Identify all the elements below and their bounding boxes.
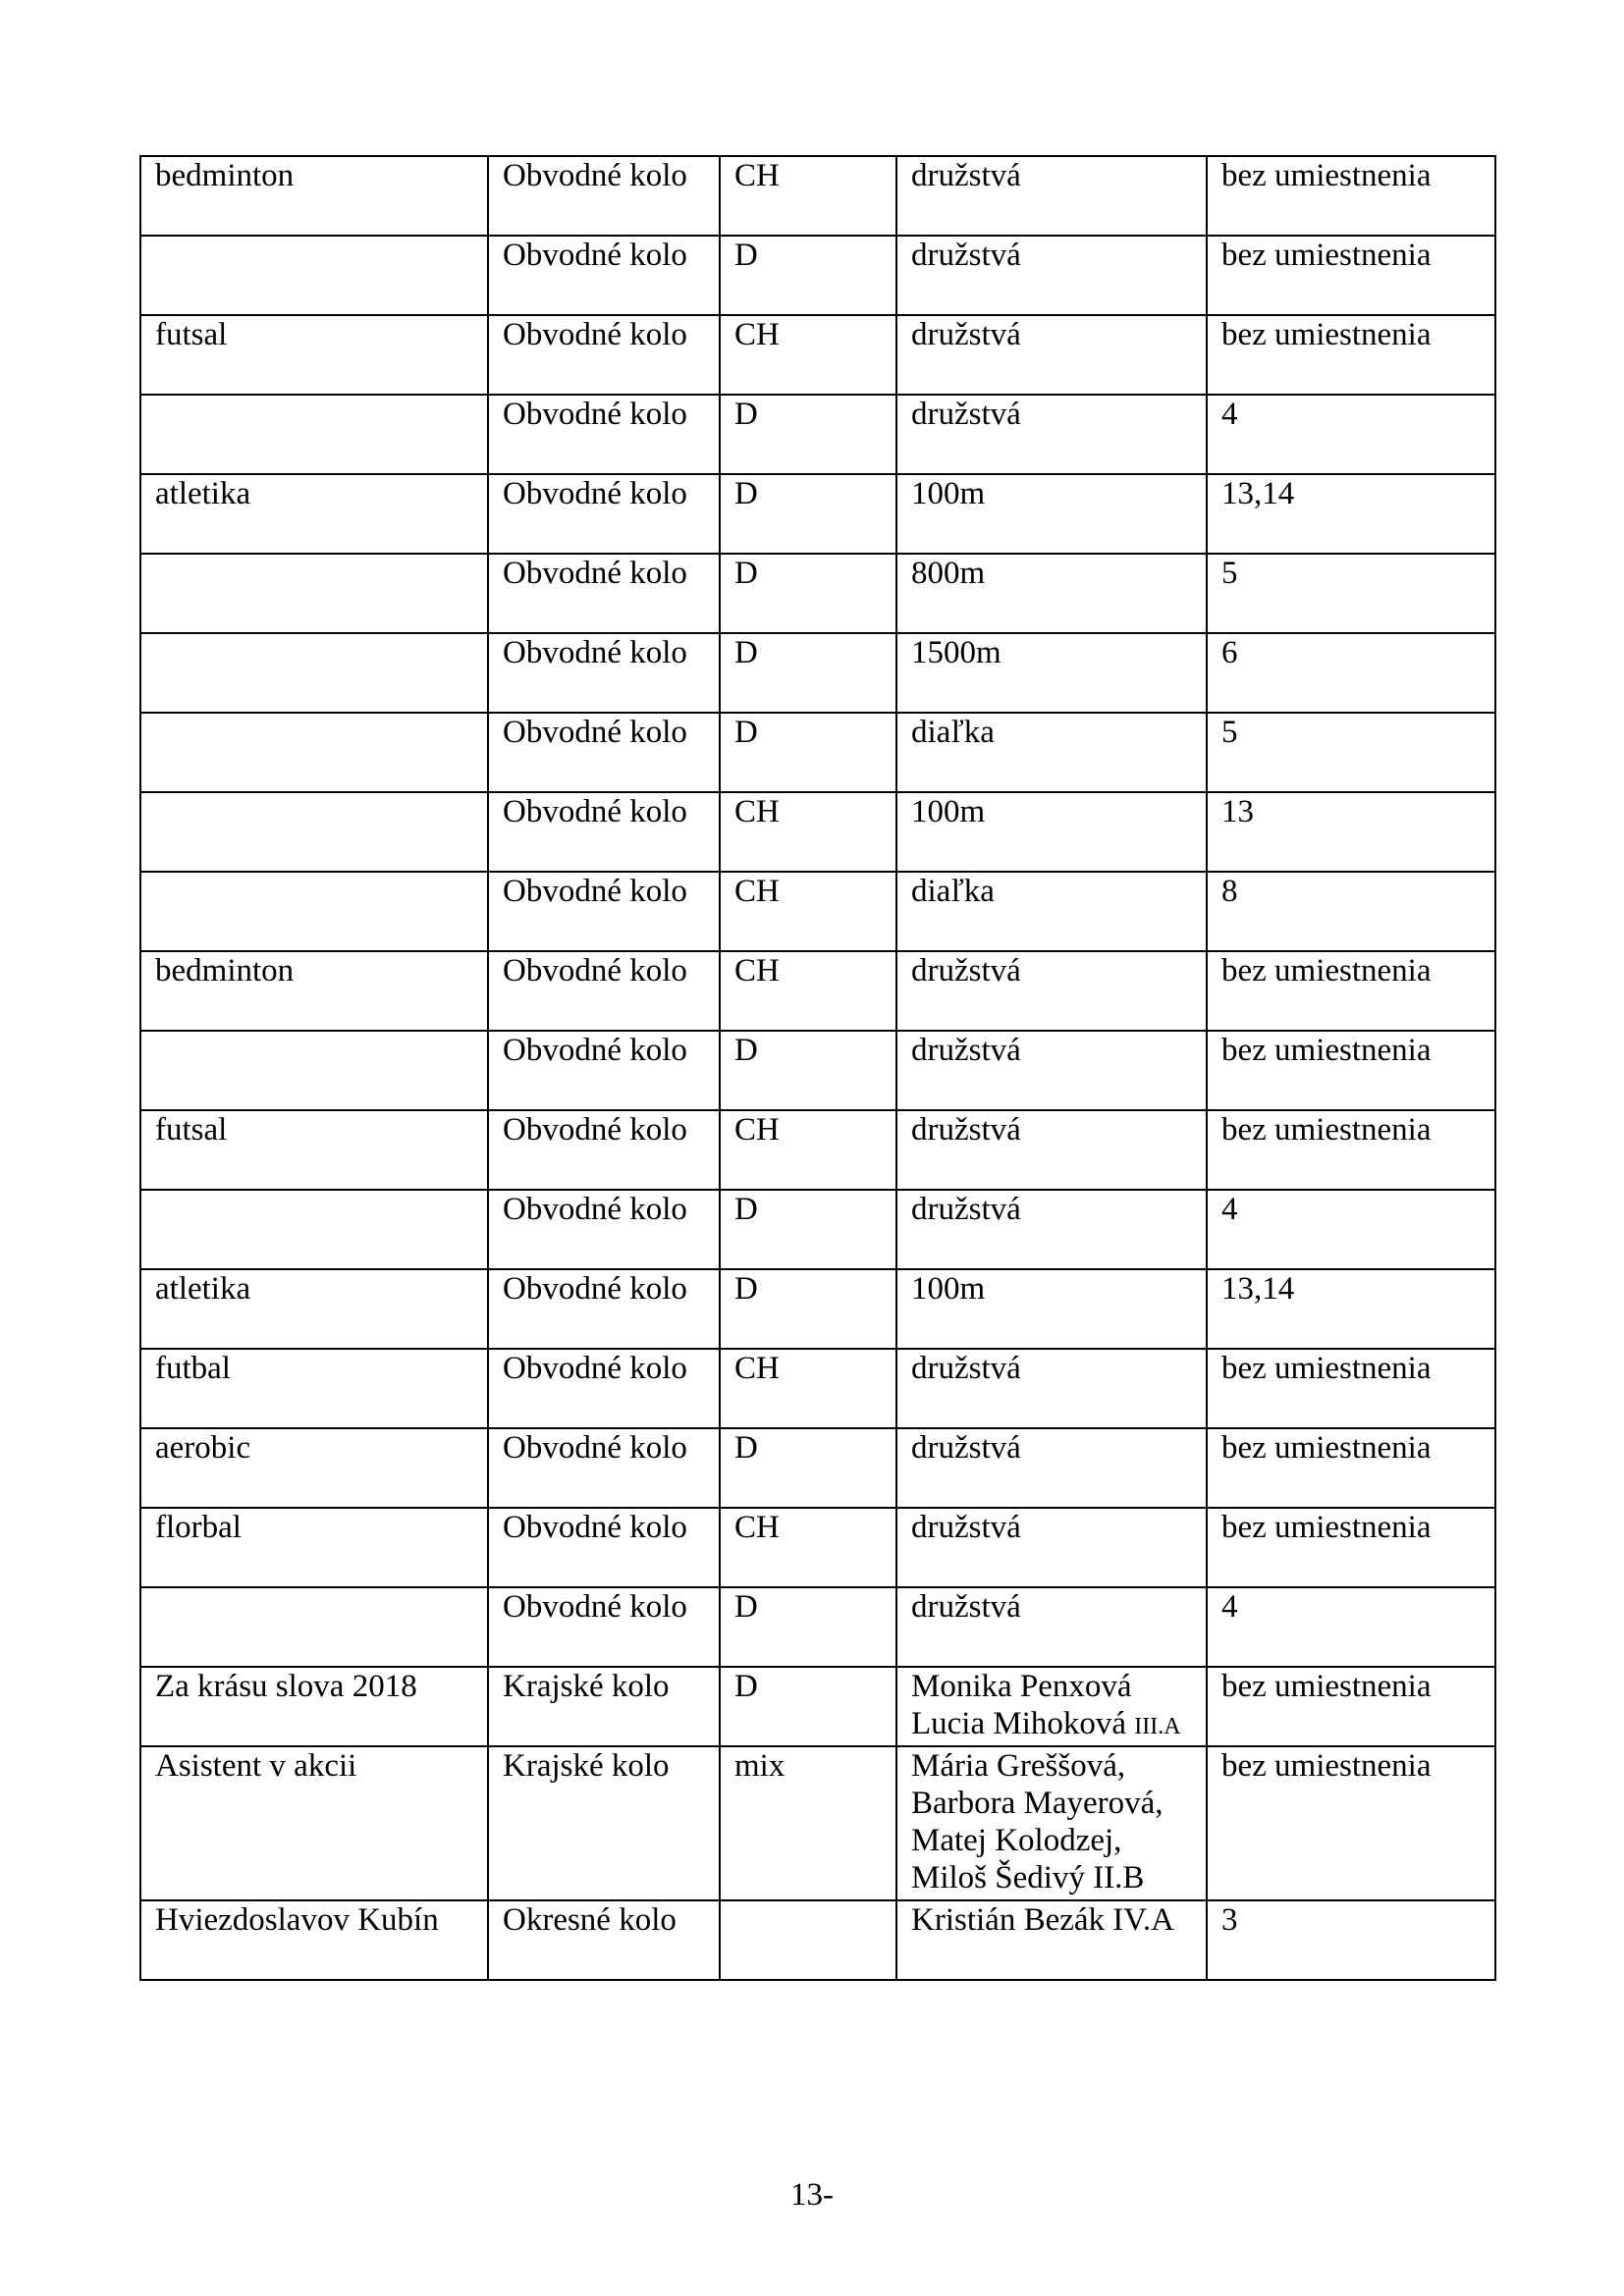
- round-cell: Obvodné kolo: [488, 633, 720, 713]
- category-cell: mix: [720, 1746, 896, 1900]
- participants-cell: [896, 1746, 1207, 1900]
- category-cell: D: [720, 1269, 896, 1349]
- discipline-cell: družstvá: [896, 951, 1207, 1031]
- round-cell: Obvodné kolo: [488, 156, 720, 236]
- category-cell: D: [720, 713, 896, 792]
- participants-cell: [896, 1667, 1207, 1746]
- category-cell: CH: [720, 1349, 896, 1428]
- sport-cell: [140, 872, 488, 951]
- table-body: [140, 156, 1495, 1980]
- sport-cell: futsal: [140, 315, 488, 395]
- result-cell: bez umiestnenia: [1207, 951, 1495, 1031]
- category-cell: [720, 1900, 896, 1980]
- round-cell: Obvodné kolo: [488, 395, 720, 474]
- result-cell: bez umiestnenia: [1207, 236, 1495, 315]
- result-cell: bez umiestnenia: [1207, 1428, 1495, 1508]
- table-row: [140, 315, 1495, 395]
- table-row: [140, 1190, 1495, 1269]
- table-row: [140, 1110, 1495, 1190]
- result-cell: 13,14: [1207, 474, 1495, 554]
- result-cell: 3: [1207, 1900, 1495, 1980]
- round-cell: Obvodné kolo: [488, 1587, 720, 1667]
- table-row: [140, 1587, 1495, 1667]
- result-cell: bez umiestnenia: [1207, 315, 1495, 395]
- sport-cell: [140, 554, 488, 633]
- round-cell: Krajské kolo: [488, 1746, 720, 1900]
- discipline-cell: družstvá: [896, 1349, 1207, 1428]
- round-cell: Obvodné kolo: [488, 315, 720, 395]
- participant-class: III.A: [1134, 1714, 1181, 1739]
- sport-cell: [140, 1190, 488, 1269]
- participant-name: Barbora Mayerová,: [911, 1786, 1164, 1821]
- round-cell: Obvodné kolo: [488, 1110, 720, 1190]
- sport-cell: florbal: [140, 1508, 488, 1587]
- result-cell: 13: [1207, 792, 1495, 872]
- result-cell: bez umiestnenia: [1207, 1667, 1495, 1746]
- category-cell: D: [720, 1587, 896, 1667]
- table-row: [140, 474, 1495, 554]
- result-cell: bez umiestnenia: [1207, 1349, 1495, 1428]
- round-cell: Obvodné kolo: [488, 1269, 720, 1349]
- participant-name: Monika Penxová: [911, 1669, 1132, 1704]
- sport-cell: [140, 792, 488, 872]
- category-cell: CH: [720, 1508, 896, 1587]
- round-cell: Obvodné kolo: [488, 1428, 720, 1508]
- table-row: [140, 633, 1495, 713]
- result-cell: 13,14: [1207, 1269, 1495, 1349]
- result-cell: 4: [1207, 1190, 1495, 1269]
- discipline-cell: 100m: [896, 792, 1207, 872]
- discipline-cell: 1500m: [896, 633, 1207, 713]
- result-cell: bez umiestnenia: [1207, 156, 1495, 236]
- category-cell: D: [720, 633, 896, 713]
- sport-cell: [140, 395, 488, 474]
- discipline-cell: družstvá: [896, 1110, 1207, 1190]
- category-cell: CH: [720, 315, 896, 395]
- category-cell: D: [720, 236, 896, 315]
- category-cell: D: [720, 395, 896, 474]
- discipline-cell: diaľka: [896, 872, 1207, 951]
- participant-name: Lucia Mihoková: [911, 1706, 1127, 1741]
- round-cell: Obvodné kolo: [488, 474, 720, 554]
- result-cell: 4: [1207, 1587, 1495, 1667]
- table-row: [140, 713, 1495, 792]
- category-cell: CH: [720, 951, 896, 1031]
- round-cell: Okresné kolo: [488, 1900, 720, 1980]
- discipline-cell: družstvá: [896, 315, 1207, 395]
- discipline-cell: diaľka: [896, 713, 1207, 792]
- discipline-cell: družstvá: [896, 395, 1207, 474]
- participant-name: Miloš Šedivý II.B: [911, 1860, 1145, 1896]
- round-cell: Obvodné kolo: [488, 1031, 720, 1110]
- table-row: [140, 236, 1495, 315]
- round-cell: Obvodné kolo: [488, 951, 720, 1031]
- round-cell: Obvodné kolo: [488, 236, 720, 315]
- sport-cell: [140, 1587, 488, 1667]
- discipline-cell: družstvá: [896, 1428, 1207, 1508]
- table-row-asistent-v-akcii: [140, 1746, 1495, 1900]
- sport-cell: [140, 1031, 488, 1110]
- table-row: [140, 951, 1495, 1031]
- discipline-cell: družstvá: [896, 1508, 1207, 1587]
- round-cell: Obvodné kolo: [488, 792, 720, 872]
- round-cell: Krajské kolo: [488, 1667, 720, 1746]
- category-cell: D: [720, 1190, 896, 1269]
- participant-name: Mária Greššová,: [911, 1748, 1126, 1784]
- result-cell: bez umiestnenia: [1207, 1508, 1495, 1587]
- table-row: [140, 395, 1495, 474]
- sport-cell: bedminton: [140, 156, 488, 236]
- sport-cell: aerobic: [140, 1428, 488, 1508]
- table-row: [140, 872, 1495, 951]
- sport-cell: bedminton: [140, 951, 488, 1031]
- competition-cell: Hviezdoslavov Kubín: [140, 1900, 488, 1980]
- participant-cell: Kristián Bezák IV.A: [896, 1900, 1207, 1980]
- result-cell: bez umiestnenia: [1207, 1110, 1495, 1190]
- table-row: [140, 1508, 1495, 1587]
- table-row: [140, 1349, 1495, 1428]
- result-cell: bez umiestnenia: [1207, 1746, 1495, 1900]
- discipline-cell: družstvá: [896, 156, 1207, 236]
- result-cell: 5: [1207, 713, 1495, 792]
- table-row: [140, 554, 1495, 633]
- table-row: [140, 156, 1495, 236]
- discipline-cell: družstvá: [896, 236, 1207, 315]
- result-cell: 5: [1207, 554, 1495, 633]
- result-cell: 6: [1207, 633, 1495, 713]
- table-row: [140, 1031, 1495, 1110]
- discipline-cell: družstvá: [896, 1587, 1207, 1667]
- category-cell: D: [720, 474, 896, 554]
- sport-cell: futsal: [140, 1110, 488, 1190]
- category-cell: CH: [720, 1110, 896, 1190]
- category-cell: D: [720, 1667, 896, 1746]
- round-cell: Obvodné kolo: [488, 1508, 720, 1587]
- competition-cell: Asistent v akcii: [140, 1746, 488, 1900]
- sport-cell: atletika: [140, 474, 488, 554]
- result-cell: 8: [1207, 872, 1495, 951]
- category-cell: CH: [720, 872, 896, 951]
- discipline-cell: 800m: [896, 554, 1207, 633]
- sport-cell: [140, 236, 488, 315]
- discipline-cell: 100m: [896, 1269, 1207, 1349]
- participant-name: Matej Kolodzej,: [911, 1823, 1122, 1858]
- competition-results-table: [139, 155, 1496, 1981]
- category-cell: CH: [720, 792, 896, 872]
- round-cell: Obvodné kolo: [488, 713, 720, 792]
- round-cell: Obvodné kolo: [488, 1349, 720, 1428]
- result-cell: 4: [1207, 395, 1495, 474]
- category-cell: D: [720, 1428, 896, 1508]
- sport-cell: atletika: [140, 1269, 488, 1349]
- result-cell: bez umiestnenia: [1207, 1031, 1495, 1110]
- table-row-hviezdoslavov-kubin: [140, 1900, 1495, 1980]
- category-cell: D: [720, 554, 896, 633]
- sport-cell: [140, 633, 488, 713]
- table-row-za-krasu-slova: [140, 1667, 1495, 1746]
- table-row: [140, 1428, 1495, 1508]
- page-number: 13-: [790, 2177, 834, 2213]
- round-cell: Obvodné kolo: [488, 554, 720, 633]
- discipline-cell: 100m: [896, 474, 1207, 554]
- table-row: [140, 1269, 1495, 1349]
- round-cell: Obvodné kolo: [488, 1190, 720, 1269]
- table-row: [140, 792, 1495, 872]
- discipline-cell: družstvá: [896, 1190, 1207, 1269]
- category-cell: D: [720, 1031, 896, 1110]
- sport-cell: futbal: [140, 1349, 488, 1428]
- participant-line: [911, 1705, 1192, 1745]
- sport-cell: [140, 713, 488, 792]
- round-cell: Obvodné kolo: [488, 872, 720, 951]
- category-cell: CH: [720, 156, 896, 236]
- discipline-cell: družstvá: [896, 1031, 1207, 1110]
- competition-cell: Za krásu slova 2018: [140, 1667, 488, 1746]
